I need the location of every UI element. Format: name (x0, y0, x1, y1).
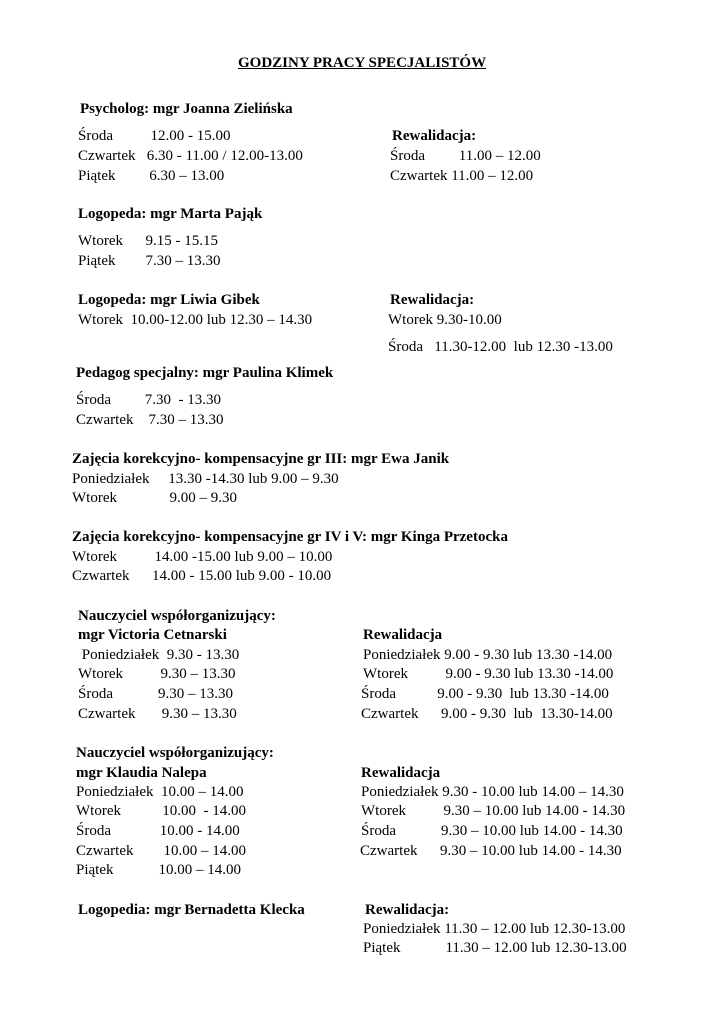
korekcyjne-gr3-hours-1: Poniedziałek 13.30 -14.30 lub 9.00 – 9.30 (72, 471, 339, 487)
nalepa-header-name: mgr Klaudia Nalepa (76, 765, 207, 781)
pedagog-header: Pedagog specjalny: mgr Paulina Klimek (76, 365, 334, 381)
nalepa-hours-1: Poniedziałek 10.00 – 14.00 (76, 784, 244, 800)
logopeda-gibek-rewalidacja-2: Środa 11.30-12.00 lub 12.30 -13.00 (388, 339, 613, 355)
logopeda-pajak-hours-2: Piątek 7.30 – 13.30 (78, 253, 221, 269)
psycholog-rewalidacja-2: Czwartek 11.00 – 12.00 (390, 168, 534, 184)
pedagog-hours-2: Czwartek 7.30 – 13.30 (76, 412, 224, 428)
page-title: GODZINY PRACY SPECJALISTÓW (238, 55, 487, 71)
cetnarski-hours-2: Wtorek 9.30 – 13.30 (78, 666, 236, 682)
logopeda-pajak-header: Logopeda: mgr Marta Pająk (78, 206, 263, 222)
korekcyjne-gr3-header: Zajęcia korekcyjno- kompensacyjne gr III: mgr Ewa Janik (72, 451, 450, 467)
logopeda-gibek-rewalidacja-1: Wtorek 9.30-10.00 (388, 312, 502, 328)
klecka-rewalidacja-2: Piątek 11.30 – 12.00 lub 12.30-13.00 (363, 940, 627, 956)
cetnarski-hours-1: Poniedziałek 9.30 - 13.30 (78, 647, 240, 663)
cetnarski-rewalidacja-header: Rewalidacja (363, 627, 443, 643)
nalepa-header-role: Nauczyciel współorganizujący: (76, 745, 274, 761)
nalepa-hours-2: Wtorek 10.00 - 14.00 (76, 803, 246, 819)
pedagog-hours-1: Środa 7.30 - 13.30 (76, 392, 221, 408)
cetnarski-rewalidacja-1: Poniedziałek 9.00 - 9.30 lub 13.30 -14.00 (363, 647, 613, 663)
logopeda-pajak-hours-1: Wtorek 9.15 - 15.15 (78, 233, 218, 249)
logopeda-gibek-hours-1: Wtorek 10.00-12.00 lub 12.30 – 14.30 (78, 312, 313, 328)
psycholog-rewalidacja-header: Rewalidacja: (392, 128, 477, 144)
nalepa-rewalidacja-4: Czwartek 9.30 – 10.00 lub 14.00 - 14.30 (360, 843, 622, 859)
nalepa-rewalidacja-2: Wtorek 9.30 – 10.00 lub 14.00 - 14.30 (361, 803, 626, 819)
nalepa-rewalidacja-1: Poniedziałek 9.30 - 10.00 lub 14.00 – 14.30 (361, 784, 624, 800)
psycholog-header: Psycholog: mgr Joanna Zielińska (80, 101, 293, 117)
nalepa-hours-5: Piątek 10.00 – 14.00 (76, 862, 241, 878)
korekcyjne-gr3-hours-2: Wtorek 9.00 – 9.30 (72, 490, 237, 506)
nalepa-hours-4: Czwartek 10.00 – 14.00 (76, 843, 246, 859)
nalepa-rewalidacja-header: Rewalidacja (361, 765, 441, 781)
korekcyjne-gr4-5-hours-1: Wtorek 14.00 -15.00 lub 9.00 – 10.00 (72, 549, 333, 565)
logopeda-gibek-rewalidacja-header: Rewalidacja: (390, 292, 475, 308)
psycholog-hours-1: Środa 12.00 - 15.00 (78, 128, 231, 144)
korekcyjne-gr4-5-hours-2: Czwartek 14.00 - 15.00 lub 9.00 - 10.00 (72, 568, 332, 584)
logopeda-gibek-header: Logopeda: mgr Liwia Gibek (78, 292, 260, 308)
klecka-header: Logopedia: mgr Bernadetta Klecka (78, 902, 305, 918)
cetnarski-rewalidacja-4: Czwartek 9.00 - 9.30 lub 13.30-14.00 (361, 706, 613, 722)
nalepa-rewalidacja-3: Środa 9.30 – 10.00 lub 14.00 - 14.30 (361, 823, 623, 839)
klecka-rewalidacja-header: Rewalidacja: (365, 902, 450, 918)
psycholog-hours-3: Piątek 6.30 – 13.00 (78, 168, 225, 184)
klecka-rewalidacja-1: Poniedziałek 11.30 – 12.00 lub 12.30-13.00 (363, 921, 626, 937)
cetnarski-rewalidacja-2: Wtorek 9.00 - 9.30 lub 13.30 -14.00 (363, 666, 614, 682)
psycholog-rewalidacja-1: Środa 11.00 – 12.00 (390, 148, 541, 164)
cetnarski-hours-3: Środa 9.30 – 13.30 (78, 686, 233, 702)
cetnarski-header-name: mgr Victoria Cetnarski (78, 627, 227, 643)
cetnarski-hours-4: Czwartek 9.30 – 13.30 (78, 706, 237, 722)
cetnarski-rewalidacja-3: Środa 9.00 - 9.30 lub 13.30 -14.00 (361, 686, 609, 702)
psycholog-hours-2: Czwartek 6.30 - 11.00 / 12.00-13.00 (78, 148, 303, 164)
nalepa-hours-3: Środa 10.00 - 14.00 (76, 823, 240, 839)
cetnarski-header-role: Nauczyciel współorganizujący: (78, 608, 276, 624)
korekcyjne-gr4-5-header: Zajęcia korekcyjno- kompensacyjne gr IV i V: mgr Kinga Przetocka (72, 529, 508, 545)
